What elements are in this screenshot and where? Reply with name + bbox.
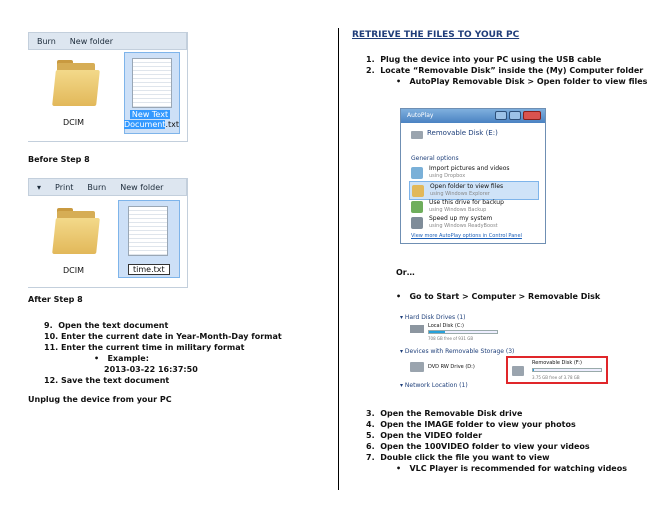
general-options-label: General options (411, 155, 459, 162)
right-steps-b (366, 408, 666, 474)
file-rename-label[interactable] (124, 110, 180, 130)
removable-disk-free: 3.75 GB free of 3.78 GB (532, 375, 580, 380)
or-text: Or… (396, 268, 415, 277)
print-button[interactable]: Print (55, 182, 74, 192)
removable-disk-usage-bar (532, 368, 602, 372)
folder-icon (412, 185, 424, 197)
explorer-toolbar (28, 32, 187, 50)
drive-icon (411, 131, 423, 139)
control-panel-link[interactable]: View more AutoPlay options in Control Panel (411, 233, 522, 239)
removable-disk-icon (512, 366, 524, 376)
folder-icon[interactable] (54, 208, 98, 254)
folder-icon[interactable] (54, 60, 98, 106)
explorer-before (28, 32, 188, 142)
step-5: 5. Open the VIDEO folder (366, 431, 483, 440)
right-steps-a (366, 54, 666, 87)
step-10: 10. Enter the current date in Year-Month-Day format (44, 332, 282, 341)
text-document-icon[interactable] (128, 206, 168, 256)
burn-button[interactable]: Burn (87, 182, 107, 192)
autoplay-title: AutoPlay (407, 112, 434, 119)
new-folder-button[interactable]: New folder (120, 182, 164, 192)
network-header[interactable]: ▾ Network Location (1) (400, 382, 468, 389)
minimize-button[interactable] (495, 111, 507, 120)
bullet-start-computer: • Go to Start > Computer > Removable Disk (396, 292, 601, 301)
step-9: 9. Open the text document (44, 321, 169, 330)
burn-button[interactable]: Burn (37, 36, 56, 46)
step-1: 1. Plug the device into your PC using the USB cable (366, 55, 602, 64)
rename-selection-line2: Document (124, 120, 166, 129)
autoplay-dialog (400, 108, 546, 244)
explorer-toolbar (28, 178, 187, 196)
computer-drives-view (398, 312, 610, 392)
dvd-drive-icon (410, 362, 424, 372)
local-disk-usage-bar (428, 330, 498, 334)
bullet-autoplay: • AutoPlay Removable Disk > Open folder to view files (396, 77, 648, 86)
hdd-header[interactable]: ▾ Hard Disk Drives (1) (400, 314, 466, 321)
column-divider (338, 28, 339, 490)
photos-icon (411, 167, 423, 179)
backup-icon (411, 201, 423, 213)
option-import[interactable]: Import pictures and videos using Dropbox (411, 165, 510, 180)
step-2: 2. Locate “Removable Disk” inside the (My) Computer folder (366, 66, 644, 75)
rename-selection-line1: New Text (131, 110, 169, 119)
explorer-after (28, 178, 188, 288)
speed-icon (411, 217, 423, 229)
removable-disk-highlight[interactable] (506, 356, 608, 384)
step-12: 12. Save the text document (44, 376, 170, 385)
bullet-vlc: • VLC Player is recommended for watching videos (396, 464, 627, 473)
option-backup[interactable]: Use this drive for backup using Windows Backup (411, 199, 504, 214)
local-disk-icon (410, 325, 424, 333)
disk-name: Removable Disk (E:) (427, 129, 498, 137)
removable-disk-name: Removable Disk (F:) (532, 360, 582, 366)
caption-after-step-8: After Step 8 (28, 295, 83, 304)
folder-label: DCIM (63, 266, 85, 275)
section-heading: RETRIEVE THE FILES TO YOUR PC (352, 30, 520, 40)
close-button[interactable] (523, 111, 541, 120)
option-readyboost[interactable]: Speed up my system using Windows ReadyBoost (411, 215, 498, 230)
caption-before-step-8: Before Step 8 (28, 155, 90, 164)
local-disk-name[interactable]: Local Disk (C:) (428, 323, 464, 329)
nav-arrow-icon[interactable]: ▾ (37, 182, 42, 192)
local-disk-free: 708 GB free of 931 GB (428, 336, 474, 341)
step-3: 3. Open the Removable Disk drive (366, 409, 523, 418)
step-11: 11. Enter the current time in military format (44, 343, 245, 352)
example-item: • Example: (94, 354, 149, 363)
step-7: 7. Double click the file you want to view (366, 453, 550, 462)
step-4: 4. Open the IMAGE folder to view your photos (366, 420, 576, 429)
text-document-icon[interactable] (132, 58, 172, 108)
rename-extension: .txt (165, 120, 180, 129)
left-steps (44, 320, 334, 386)
removable-header[interactable]: ▾ Devices with Removable Storage (3) (400, 348, 515, 355)
dvd-drive-name[interactable]: DVD RW Drive (D:) (428, 364, 475, 370)
step-6: 6. Open the 100VIDEO folder to view your videos (366, 442, 590, 451)
maximize-button[interactable] (509, 111, 521, 120)
file-label[interactable]: time.txt (128, 264, 170, 275)
unplug-note: Unplug the device from your PC (28, 395, 172, 404)
folder-label: DCIM (63, 118, 85, 127)
autoplay-titlebar (401, 109, 545, 123)
option-open-folder[interactable]: Open folder to view files using Windows Explorer (409, 181, 539, 200)
example-value: 2013-03-22 16:37:50 (104, 365, 198, 374)
new-folder-button[interactable]: New folder (69, 36, 113, 46)
